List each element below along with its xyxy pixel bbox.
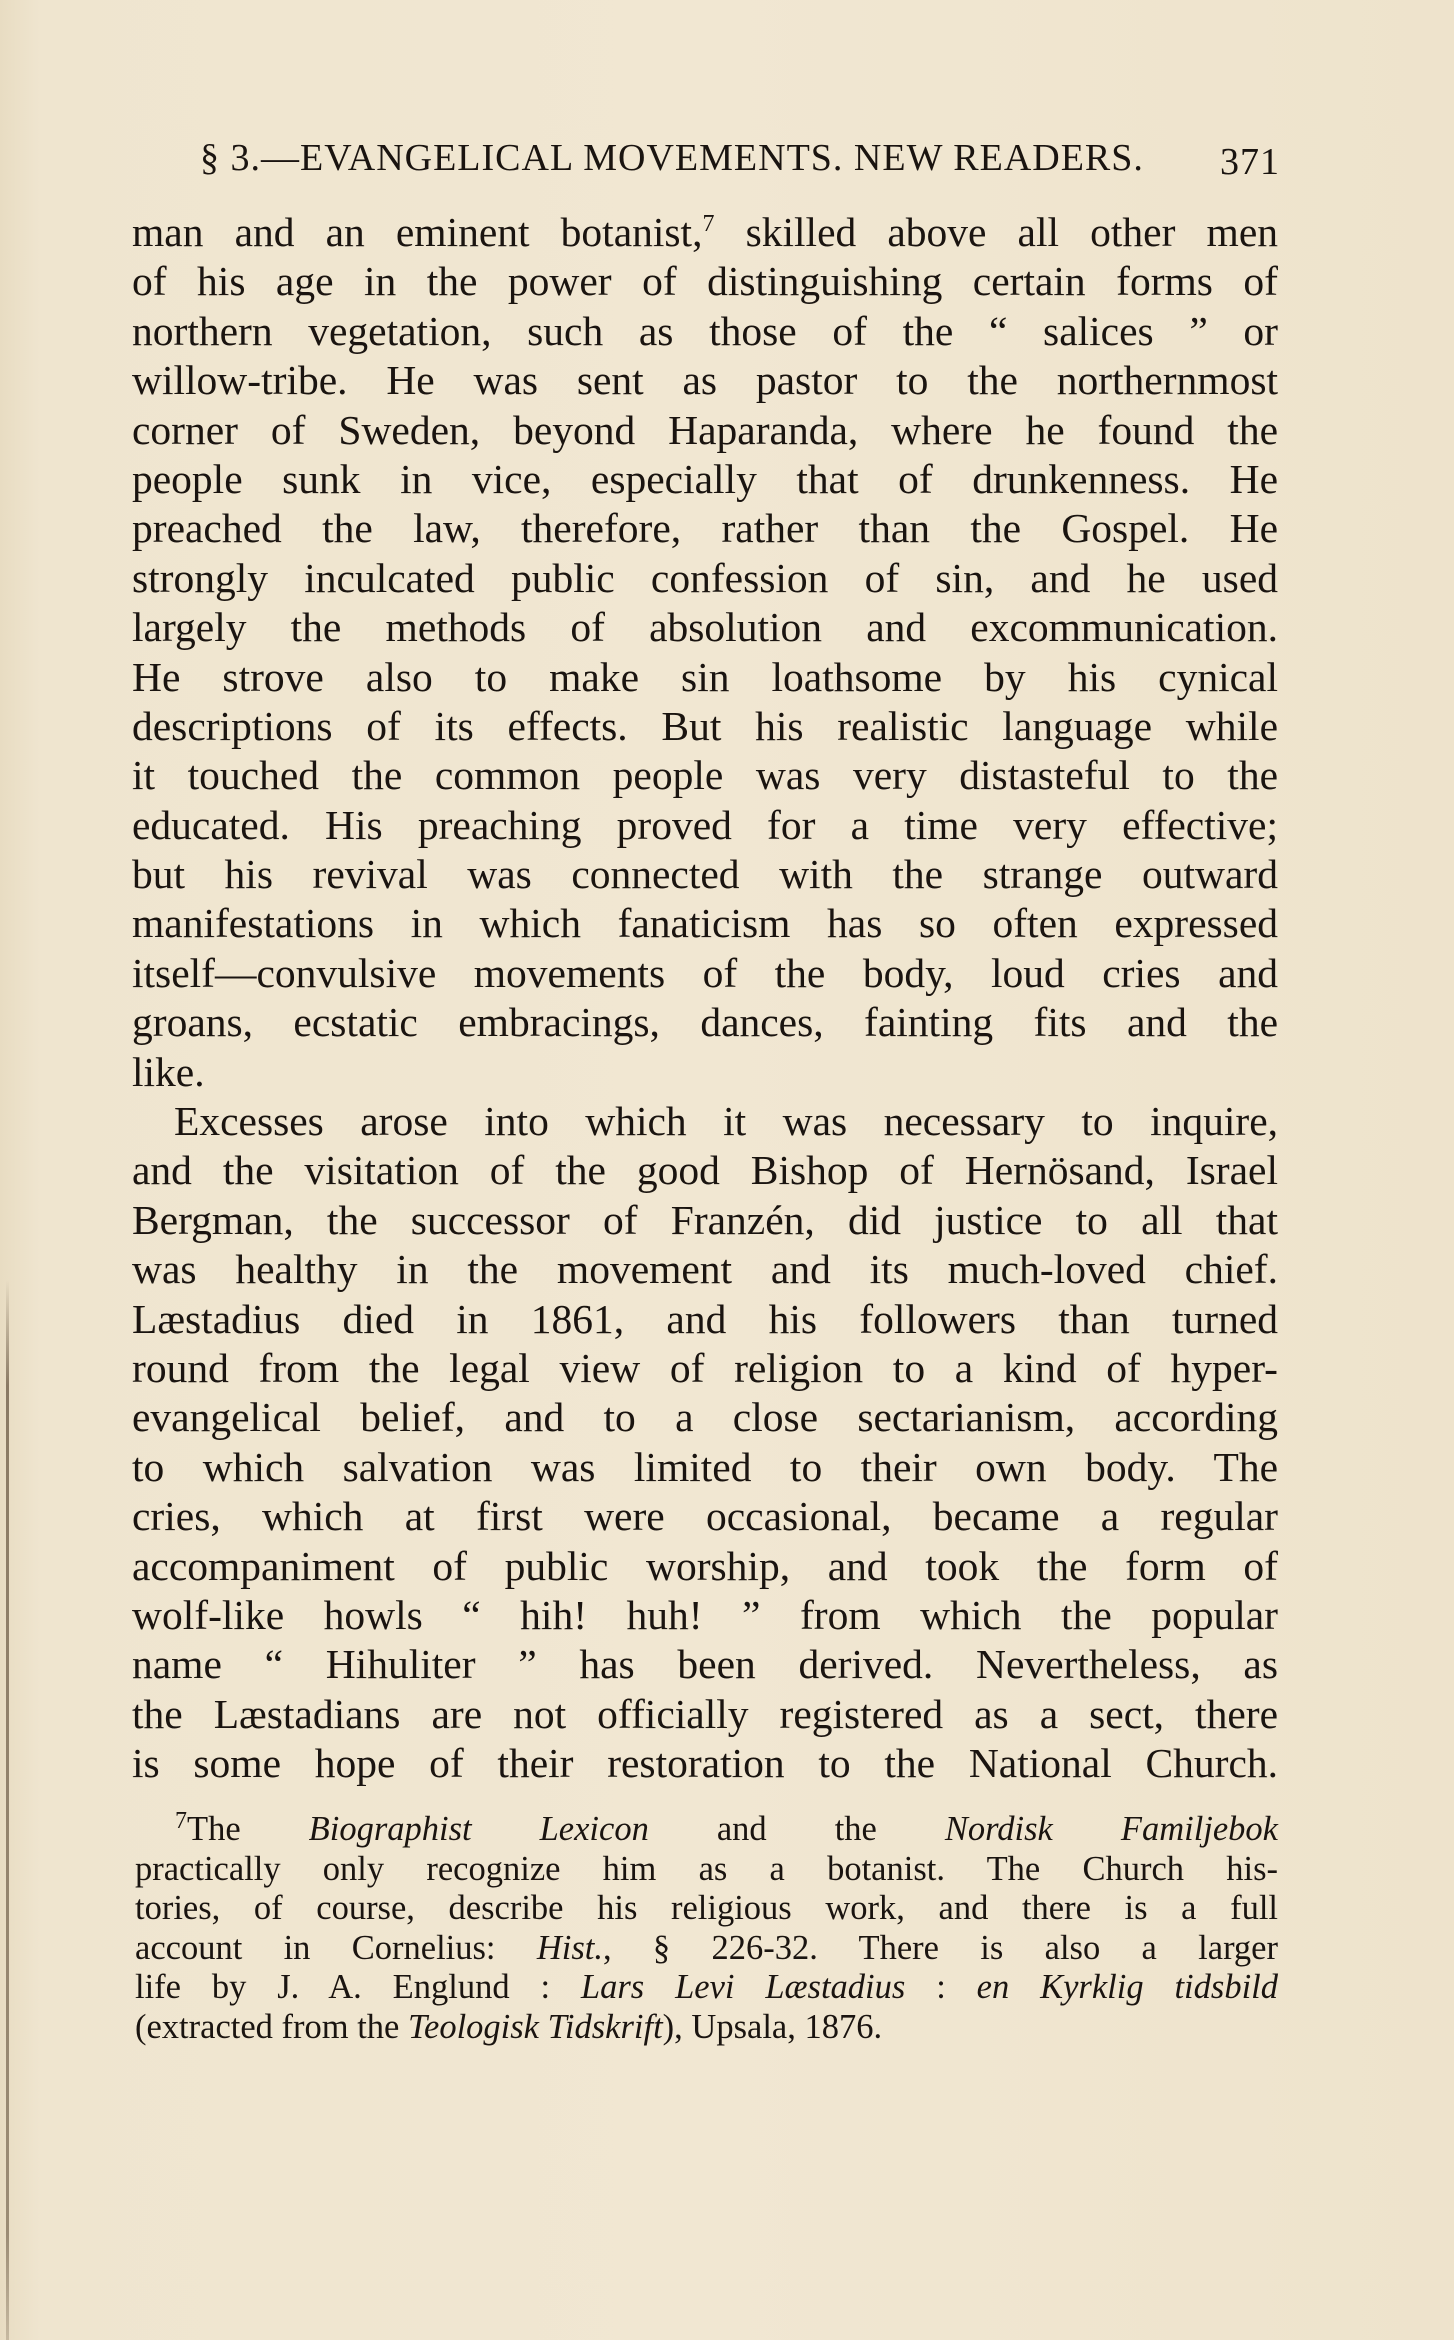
text-line: strongly inculcated public confession of sin, and he used bbox=[132, 554, 1278, 601]
main-text bbox=[132, 208, 1278, 1789]
text-line: cries, which at first were occasional, became a regular bbox=[132, 1493, 1278, 1540]
text-line: to which salvation was limited to their own body. The bbox=[132, 1443, 1278, 1490]
footnote-line: (extracted from the Teologisk Tidskrift), Upsala, 1876. bbox=[135, 2007, 883, 2046]
text-line: Excesses arose into which it was necessary to inquire, bbox=[174, 1098, 1278, 1145]
text-line: is some hope of their restoration to the National Church. bbox=[132, 1740, 1278, 1787]
text-line: name “ Hihuliter ” has been derived. Nevertheless, as bbox=[132, 1641, 1278, 1688]
running-header bbox=[200, 136, 1280, 186]
text-line: and the visitation of the good Bishop of Hernösand, Israel bbox=[132, 1147, 1278, 1194]
footnote-line: practically only recognize him as a botanist. The Church his- bbox=[135, 1849, 1278, 1888]
text-line: willow-tribe. He was sent as pastor to the northernmost bbox=[132, 357, 1278, 404]
page-number: 371 bbox=[1220, 141, 1280, 183]
text-line: it touched the common people was very distasteful to the bbox=[132, 752, 1278, 799]
text-line: round from the legal view of religion to a kind of hyper- bbox=[132, 1344, 1278, 1391]
text-line: largely the methods of absolution and excommunication. bbox=[132, 604, 1278, 651]
footnote-line: $^7$The Biographist Lexicon and the Nordisk Familjebok bbox=[135, 1810, 1278, 1850]
section-title: § 3.—EVANGELICAL MOVEMENTS. NEW READERS. bbox=[200, 137, 1144, 179]
text-line: He strove also to make sin loathsome by his cynical bbox=[132, 653, 1278, 700]
text-line: groans, ecstatic embracings, dances, fainting fits and the bbox=[132, 999, 1278, 1046]
text-line: Læstadius died in 1861, and his followers than turned bbox=[132, 1295, 1278, 1342]
text-line: the Læstadians are not officially registered as a sect, there bbox=[132, 1690, 1278, 1737]
text-line: Bergman, the successor of Franzén, did justice to all that bbox=[132, 1196, 1278, 1243]
footnote-line: life by J. A. Englund : Lars Levi Læstadius : en Kyrklig tidsbild bbox=[135, 1968, 1278, 2007]
page-edge-shadow bbox=[6, 1280, 9, 2340]
footnote-line: account in Cornelius: Hist., § 226-32. There is also a larger bbox=[135, 1928, 1278, 1967]
text-line: manifestations in which fanaticism has so often expressed bbox=[132, 900, 1278, 947]
text-line: like. bbox=[132, 1048, 205, 1095]
text-line: corner of Sweden, beyond Haparanda, where he found the bbox=[132, 406, 1278, 453]
text-line: but his revival was connected with the strange outward bbox=[132, 851, 1278, 898]
text-line: educated. His preaching proved for a time very effective; bbox=[132, 801, 1278, 848]
footnote bbox=[135, 1807, 1278, 2048]
footnote-reference: 7 bbox=[702, 211, 715, 238]
text-line: was healthy in the movement and its much-loved chief. bbox=[132, 1246, 1278, 1293]
text-line: evangelical belief, and to a close sectarianism, according bbox=[132, 1394, 1278, 1441]
text-line: northern vegetation, such as those of the “ salices ” or bbox=[132, 307, 1278, 354]
text-line: people sunk in vice, especially that of drunkenness. He bbox=[132, 455, 1278, 502]
footnote-mark: 7 bbox=[175, 1807, 187, 1834]
text-line: man and an eminent botanist,$^7$ skilled above all other men bbox=[132, 209, 1278, 255]
text-line: itself—convulsive movements of the body, loud cries and bbox=[132, 949, 1278, 996]
text-line: wolf-like howls “ hih! huh! ” from which the popular bbox=[132, 1591, 1278, 1638]
text-line: descriptions of its effects. But his realistic language while bbox=[132, 702, 1278, 749]
footnote-line: tories, of course, describe his religious work, and there is a full bbox=[135, 1889, 1278, 1928]
text-line: of his age in the power of distinguishing certain forms of bbox=[132, 258, 1278, 305]
text-line: preached the law, therefore, rather than the Gospel. He bbox=[132, 505, 1278, 552]
text-line: accompaniment of public worship, and took the form of bbox=[132, 1542, 1278, 1589]
